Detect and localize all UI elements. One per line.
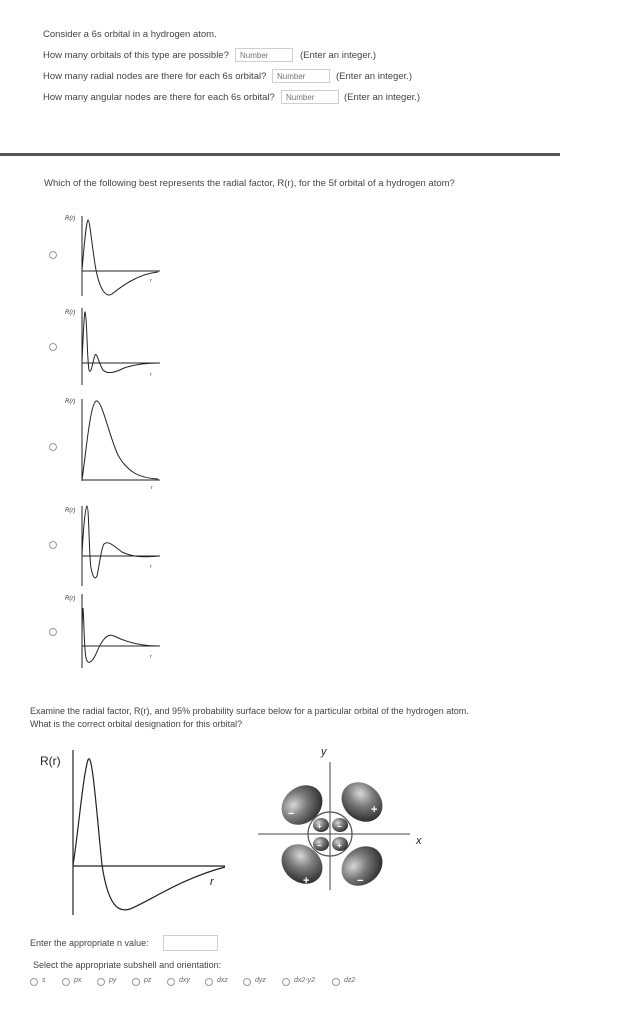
sign-lower-left: + <box>303 875 310 887</box>
option-py-label: py <box>109 977 117 984</box>
option-dxy-label: dxy <box>179 977 190 984</box>
q3-prompt <box>30 705 469 731</box>
angular-nodes-input[interactable] <box>281 90 339 104</box>
sign-inner-lr: + <box>337 841 342 850</box>
q3-curve <box>73 759 225 910</box>
graph-option-d <box>60 498 165 588</box>
graph-e-ylabel: R(r) <box>65 596 76 602</box>
option-px-label: px <box>74 977 82 984</box>
graph-option-e <box>60 588 165 673</box>
option-dz2-label: dz2 <box>344 977 356 984</box>
axis-x-label: x <box>416 835 422 847</box>
radial-nodes-input[interactable] <box>272 69 330 83</box>
axis-y-label: y <box>321 746 327 758</box>
graph-a-curve <box>82 220 158 295</box>
section-divider <box>0 153 560 156</box>
graph-a-ylabel: R(r) <box>65 216 76 222</box>
radio-option-b[interactable] <box>49 343 57 351</box>
option-pz-label: pz <box>144 977 152 984</box>
graph-b-ylabel: R(r) <box>65 310 76 316</box>
orbitals-hint: (Enter an integer.) <box>300 50 377 61</box>
option-dx2-y2-label: dx2-y2 <box>294 977 316 984</box>
n-value-input[interactable] <box>163 935 218 951</box>
graph-option-b <box>60 300 165 390</box>
option-s-label: s <box>42 977 46 984</box>
graph-d-xlabel: r <box>150 564 152 570</box>
graph-c-ylabel: R(r) <box>65 399 76 405</box>
q3-ylabel: R(r) <box>40 754 61 768</box>
graph-option-c <box>60 393 165 493</box>
sign-inner-ul: + <box>317 822 322 831</box>
q3-line1: Examine the radial factor, R(r), and 95% probability surface below for a particular orbital of the hydrogen atom. <box>30 706 469 716</box>
radio-option-e[interactable] <box>49 628 57 636</box>
option-dyz-label: dyz <box>255 977 266 984</box>
radio-option-a[interactable] <box>49 251 57 259</box>
radio-dxy[interactable] <box>167 978 175 986</box>
graph-option-a <box>60 208 165 303</box>
radio-dxz[interactable] <box>205 978 213 986</box>
sign-inner-ll: − <box>317 841 322 850</box>
graph-e-curve <box>82 608 159 662</box>
q3-probability-surface <box>250 740 430 900</box>
radio-px[interactable] <box>62 978 70 986</box>
angular-nodes-hint: (Enter an integer.) <box>344 92 421 103</box>
graph-d-curve <box>82 506 159 578</box>
radio-option-c[interactable] <box>49 443 57 451</box>
graph-b-xlabel: r <box>150 372 152 378</box>
n-value-label: Enter the appropriate n value: <box>30 938 149 948</box>
q3-xlabel: r <box>210 876 214 888</box>
sign-inner-ur: − <box>337 822 342 831</box>
sign-lower-right: − <box>357 875 364 887</box>
graph-e-xlabel: r <box>150 654 152 660</box>
q3-radial-graph <box>30 745 245 920</box>
orbitals-input[interactable] <box>235 48 293 62</box>
q2-title: Which of the following best represents the radial factor, R(r), for the 5f orbital of a hydrogen atom? <box>44 178 455 189</box>
radio-pz[interactable] <box>132 978 140 986</box>
q3-line2: What is the correct orbital designation for this orbital? <box>30 719 243 729</box>
question-intro: Consider a 6s orbital in a hydrogen atom. <box>43 29 217 40</box>
graph-b-curve <box>82 312 159 373</box>
graph-d-ylabel: R(r) <box>65 508 76 514</box>
graph-c-xlabel: r <box>151 485 153 491</box>
sign-upper-right: + <box>371 804 378 816</box>
angular-nodes-question: How many angular nodes are there for each 6s orbital? <box>43 92 275 103</box>
radio-dz2[interactable] <box>332 978 340 986</box>
radial-nodes-hint: (Enter an integer.) <box>336 71 413 82</box>
radio-s[interactable] <box>30 978 38 986</box>
subshell-label: Select the appropriate subshell and orientation: <box>33 960 222 970</box>
orbitals-question: How many orbitals of this type are possible? <box>43 50 229 61</box>
radial-nodes-question: How many radial nodes are there for each 6s orbital? <box>43 71 267 82</box>
radio-dx2-y2[interactable] <box>282 978 290 986</box>
radio-py[interactable] <box>97 978 105 986</box>
graph-a-xlabel: r <box>150 278 152 284</box>
sign-upper-left: − <box>288 808 295 820</box>
radio-option-d[interactable] <box>49 541 57 549</box>
graph-c-curve <box>82 401 158 480</box>
option-dxz-label: dxz <box>217 977 228 984</box>
radio-dyz[interactable] <box>243 978 251 986</box>
